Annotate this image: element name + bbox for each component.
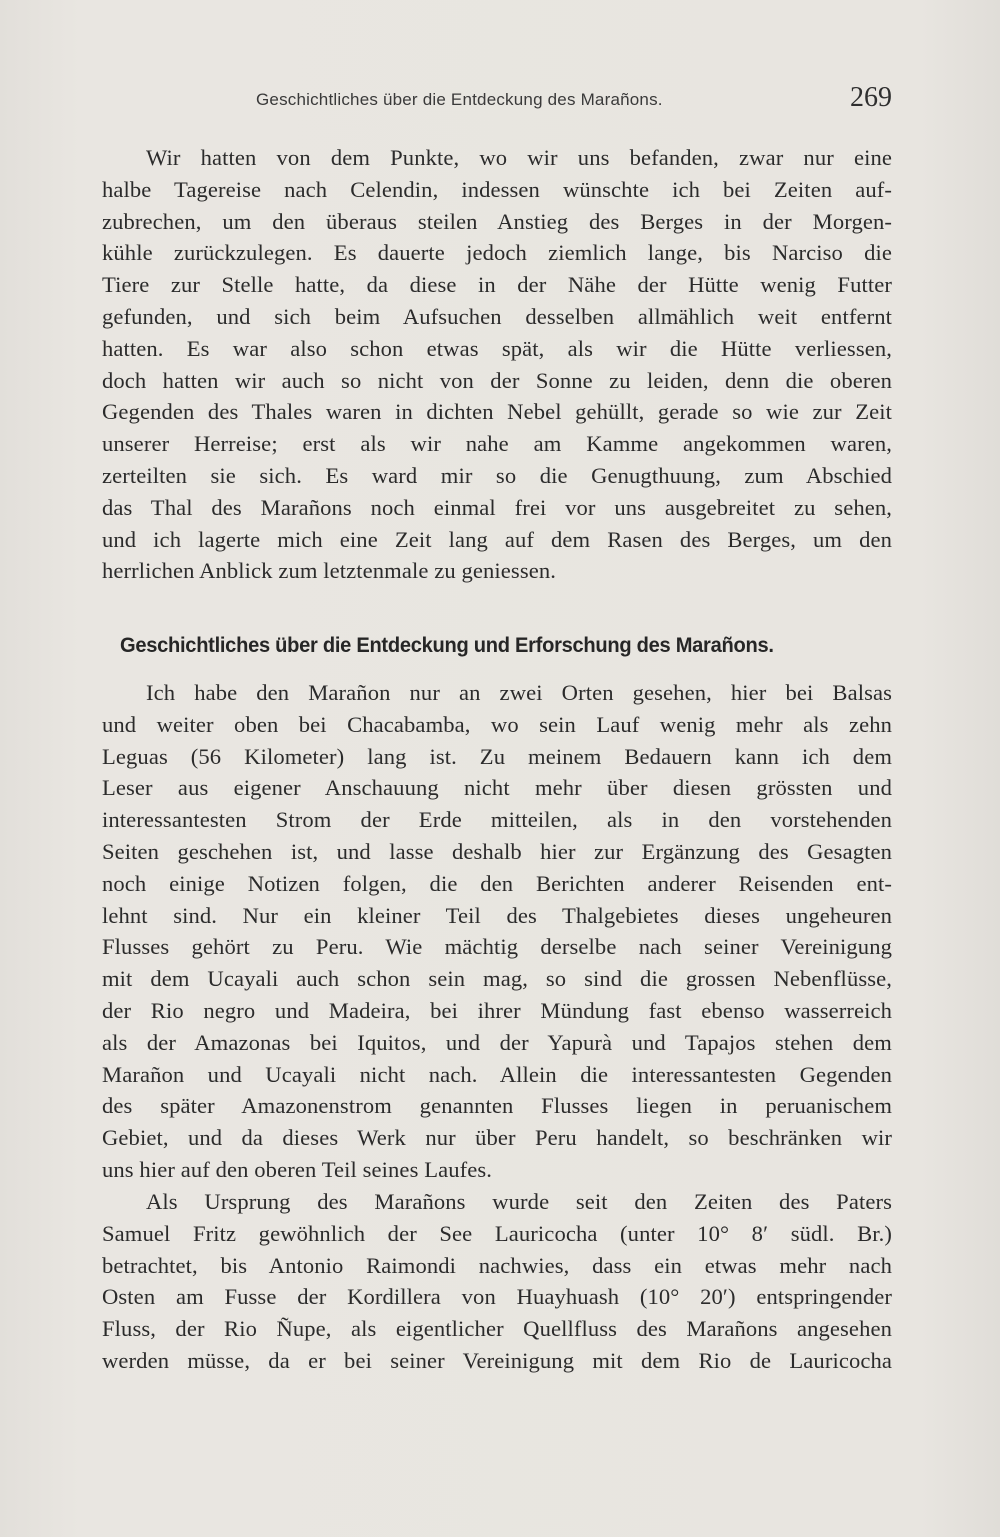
paragraph-1: [102, 142, 892, 587]
text-line: herrlichen Anblick zum letztenmale zu geniessen.: [102, 558, 556, 584]
text-line: Flusses gehört zu Peru. Wie mächtig derselbe nach seiner Vereinigung: [102, 934, 892, 960]
text-line: kühle zurückzulegen. Es dauerte jedoch ziemlich lange, bis Narciso die: [102, 240, 892, 266]
running-head: [100, 82, 892, 122]
text-line: das Thal des Marañons noch einmal frei vor uns ausgebreitet zu sehen,: [102, 494, 892, 520]
text-line: mit dem Ucayali auch schon sein mag, so sind die grossen Nebenflüsse,: [102, 966, 892, 992]
text-line: Fluss, der Rio Ñupe, als eigentlicher Quellfluss des Marañons angesehen: [102, 1316, 892, 1342]
text-line: noch einige Notizen folgen, die den Berichten anderer Reisenden ent-: [102, 870, 892, 896]
paragraph-3: [102, 1186, 892, 1377]
text-line: Leser aus eigener Anschauung nicht mehr über diesen grössten und: [102, 775, 892, 801]
text-line: zerteilten sie sich. Es ward mir so die Genugthuung, zum Abschied: [102, 462, 892, 488]
text-line: Samuel Fritz gewöhnlich der See Lauricocha (unter 10° 8′ südl. Br.): [102, 1220, 892, 1246]
text-line: doch hatten wir auch so nicht von der Sonne zu leiden, denn die oberen: [102, 367, 892, 393]
text-line: Ich habe den Marañon nur an zwei Orten gesehen, hier bei Balsas: [146, 680, 892, 705]
text-line: Seiten geschehen ist, und lasse deshalb hier zur Ergänzung des Gesagten: [102, 838, 892, 864]
text-line: Leguas (56 Kilometer) lang ist. Zu meinem Bedauern kann ich dem: [102, 743, 892, 769]
text-line: zubrechen, um den überaus steilen Anstieg des Berges in der Morgen-: [102, 208, 892, 234]
page-number: 269: [850, 82, 892, 113]
text-line: gefunden, und sich beim Aufsuchen desselben allmählich weit entfernt: [102, 303, 892, 329]
paragraph-2: [102, 677, 892, 1186]
text-line: und weiter oben bei Chacabamba, wo sein Lauf wenig mehr als zehn: [102, 711, 892, 737]
text-line: Marañon und Ucayali nicht nach. Allein die interessantesten Gegenden: [102, 1061, 892, 1087]
text-line: Gebiet, und da dieses Werk nur über Peru handelt, so beschränken wir: [102, 1125, 892, 1151]
text-line: Osten am Fusse der Kordillera von Huayhuash (10° 20′) entspringender: [102, 1284, 892, 1310]
text-line: interessantesten Strom der Erde mitteilen, als in den vorstehenden: [102, 807, 892, 833]
text-line: hatten. Es war also schon etwas spät, als wir die Hütte verliessen,: [102, 335, 892, 361]
text-line: und ich lagerte mich eine Zeit lang auf dem Rasen des Berges, um den: [102, 526, 892, 552]
text-line: halbe Tagereise nach Celendin, indessen wünschte ich bei Zeiten auf-: [102, 176, 892, 202]
text-line: unserer Herreise; erst als wir nahe am Kamme angekommen waren,: [102, 431, 892, 457]
text-line: werden müsse, da er bei seiner Vereinigung mit dem Rio de Lauricocha: [102, 1347, 892, 1373]
text-line: Gegenden des Thales waren in dichten Nebel gehüllt, gerade so wie zur Zeit: [102, 399, 892, 425]
text-line: des später Amazonenstrom genannten Flusses liegen in peruanischem: [102, 1093, 892, 1119]
text-line: Tiere zur Stelle hatte, da diese in der Nähe der Hütte wenig Futter: [102, 272, 892, 298]
text-line: betrachtet, bis Antonio Raimondi nachwies, dass ein etwas mehr nach: [102, 1252, 892, 1278]
section-heading: Geschichtliches über die Entdeckung und Erforschung des Marañons.: [120, 632, 774, 657]
text-line: Als Ursprung des Marañons wurde seit den Zeiten des Paters: [146, 1189, 892, 1214]
text-line: als der Amazonas bei Iquitos, und der Yapurà und Tapajos stehen dem: [102, 1029, 892, 1055]
text-line: der Rio negro und Madeira, bei ihrer Mündung fast ebenso wasserreich: [102, 997, 892, 1023]
text-line: Wir hatten von dem Punkte, wo wir uns befanden, zwar nur eine: [146, 145, 892, 170]
running-title: Geschichtliches über die Entdeckung des Marañons.: [256, 90, 663, 109]
text-line: uns hier auf den oberen Teil seines Laufes.: [102, 1156, 493, 1182]
text-line: lehnt sind. Nur ein kleiner Teil des Thalgebietes dieses ungeheuren: [102, 902, 892, 928]
